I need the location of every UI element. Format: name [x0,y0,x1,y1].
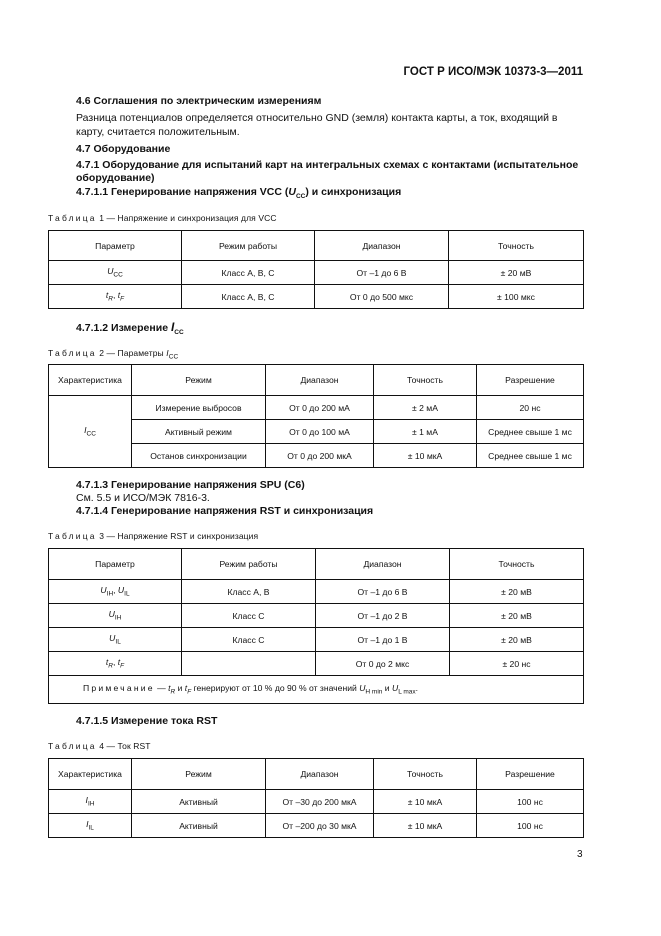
resolution-cell: 100 нс [477,790,584,814]
table-header-row [49,549,584,580]
header-cell: Режим [132,365,266,396]
table-3 [48,548,584,704]
mode-cell: Класс С [182,604,316,628]
mode-cell: Активный [132,814,266,838]
param-cell: $t_R$, $t_F$ [49,285,182,309]
header-cell: Разрешение [477,365,584,396]
table-4 [48,758,584,838]
param-cell: $t_R$, $t_F$ [49,652,182,676]
table-row [49,261,584,285]
header-cell: Точность [450,549,584,580]
range-cell: От –1 до 2 В [316,604,450,628]
header-cell: Режим работы [182,549,316,580]
range-cell: От –30 до 200 мкА [266,790,374,814]
param-cell: $U_{IH}$, $U_{IL}$ [49,580,182,604]
header-cell: Параметр [49,549,182,580]
table-2-caption: Таблица 2 — Параметры $I_{CC}$ [48,348,179,361]
table-3-caption: Таблица 3 — Напряжение RST и синхронизация [48,531,259,541]
header-cell: Разрешение [477,759,584,790]
table-row [49,285,584,309]
header-cell: Режим работы [182,231,315,261]
accuracy-cell: ± 1 мА [374,420,477,444]
param-cell: $U_{IH}$ [49,604,182,628]
mode-cell: Активный [132,790,266,814]
table-note: Примечание — $t_R$ и $t_F$ генерируют от 10 % до 90 % от значений $U_{H min}$ и $U_{L max}$. [49,676,584,704]
accuracy-cell: ± 20 нс [450,652,584,676]
table-header-row [49,231,584,261]
accuracy-cell: ± 2 мА [374,396,477,420]
range-cell: От 0 до 200 мкА [266,444,374,468]
header-cell: Диапазон [266,759,374,790]
header-cell: Диапазон [316,549,450,580]
range-cell: От –1 до 6 В [315,261,449,285]
range-cell: От 0 до 100 мА [266,420,374,444]
accuracy-cell: ± 100 мкс [449,285,584,309]
accuracy-cell: ± 10 мкА [374,444,477,468]
resolution-cell: 20 нс [477,396,584,420]
accuracy-cell: ± 10 мкА [374,814,477,838]
range-cell: От 0 до 2 мкс [316,652,450,676]
section-4-7-1-title: 4.7.1 Оборудование для испытаний карт на интегральных схемах с контактами (испытательное оборудование) [76,159,579,184]
table-1 [48,230,584,309]
mode-cell: Класс А, В [182,580,316,604]
header-cell: Точность [374,365,477,396]
table-1-caption: Таблица 1 — Напряжение и синхронизация для VCC [48,213,277,223]
section-4-7-1-3-text: См. 5.5 и ИСО/МЭК 7816-3. [76,492,210,504]
document-code: ГОСТ Р ИСО/МЭК 10373-3—2011 [403,66,583,78]
table-header-row [49,759,584,790]
resolution-cell: 100 нс [477,814,584,838]
table-header-row [49,365,584,396]
header-cell: Параметр [49,231,182,261]
header-cell: Диапазон [266,365,374,396]
table-row [49,790,584,814]
param-cell: $U_{CC}$ [49,261,182,285]
section-4-7-title: 4.7 Оборудование [76,143,171,155]
header-cell: Характеристика [49,365,132,396]
page-number: 3 [577,849,583,860]
table-note-row [49,676,584,704]
section-4-6-text: Разница потенциалов определяется относительно GND (земля) контакта карты, а ток, входящий в карту, считается положительным. [76,112,558,138]
accuracy-cell: ± 20 мВ [449,261,584,285]
param-cell: $U_{IL}$ [49,628,182,652]
table-row [49,814,584,838]
table-row [49,628,584,652]
header-cell: Точность [374,759,477,790]
section-4-7-1-4-title: 4.7.1.4 Генерирование напряжения RST и синхронизация [76,505,374,517]
accuracy-cell: ± 10 мкА [374,790,477,814]
section-4-7-1-3-title: 4.7.1.3 Генерирование напряжения SPU (C6) [76,479,305,491]
accuracy-cell: ± 20 мВ [450,580,584,604]
range-cell: От 0 до 500 мкс [315,285,449,309]
header-cell: Диапазон [315,231,449,261]
mode-cell: Класс С [182,628,316,652]
range-cell: От –1 до 6 В [316,580,450,604]
accuracy-cell: ± 20 мВ [450,604,584,628]
table-row [49,396,584,420]
mode-cell: Останов синхронизации [132,444,266,468]
header-cell: Характеристика [49,759,132,790]
mode-cell: Активный режим [132,420,266,444]
mode-cell: Класс А, В, С [182,285,315,309]
table-row [49,580,584,604]
header-cell: Точность [449,231,584,261]
section-4-6-title: 4.6 Соглашения по электрическим измерениям [76,95,322,107]
characteristic-cell: $I_{CC}$ [49,396,132,468]
table-row [49,604,584,628]
mode-cell [182,652,316,676]
section-4-7-1-1-title: 4.7.1.1 Генерирование напряжения VCC $(U_{CC})$ и синхронизация [76,186,402,201]
resolution-cell: Среднее свыше 1 мс [477,444,584,468]
section-4-7-1-5-title: 4.7.1.5 Измерение тока RST [76,715,218,727]
table-row [49,652,584,676]
accuracy-cell: ± 20 мВ [450,628,584,652]
table-4-caption: Таблица 4 — Ток RST [48,741,151,751]
resolution-cell: Среднее свыше 1 мс [477,420,584,444]
range-cell: От 0 до 200 мА [266,396,374,420]
table-2 [48,364,584,468]
range-cell: От –1 до 1 В [316,628,450,652]
header-cell: Режим [132,759,266,790]
range-cell: От –200 до 30 мкА [266,814,374,838]
characteristic-cell: $I_{IH}$ [49,790,132,814]
section-4-7-1-2-title: 4.7.1.2 Измерение $I_{CC}$ [76,320,184,337]
characteristic-cell: $I_{IL}$ [49,814,132,838]
mode-cell: Класс А, В, С [182,261,315,285]
mode-cell: Измерение выбросов [132,396,266,420]
